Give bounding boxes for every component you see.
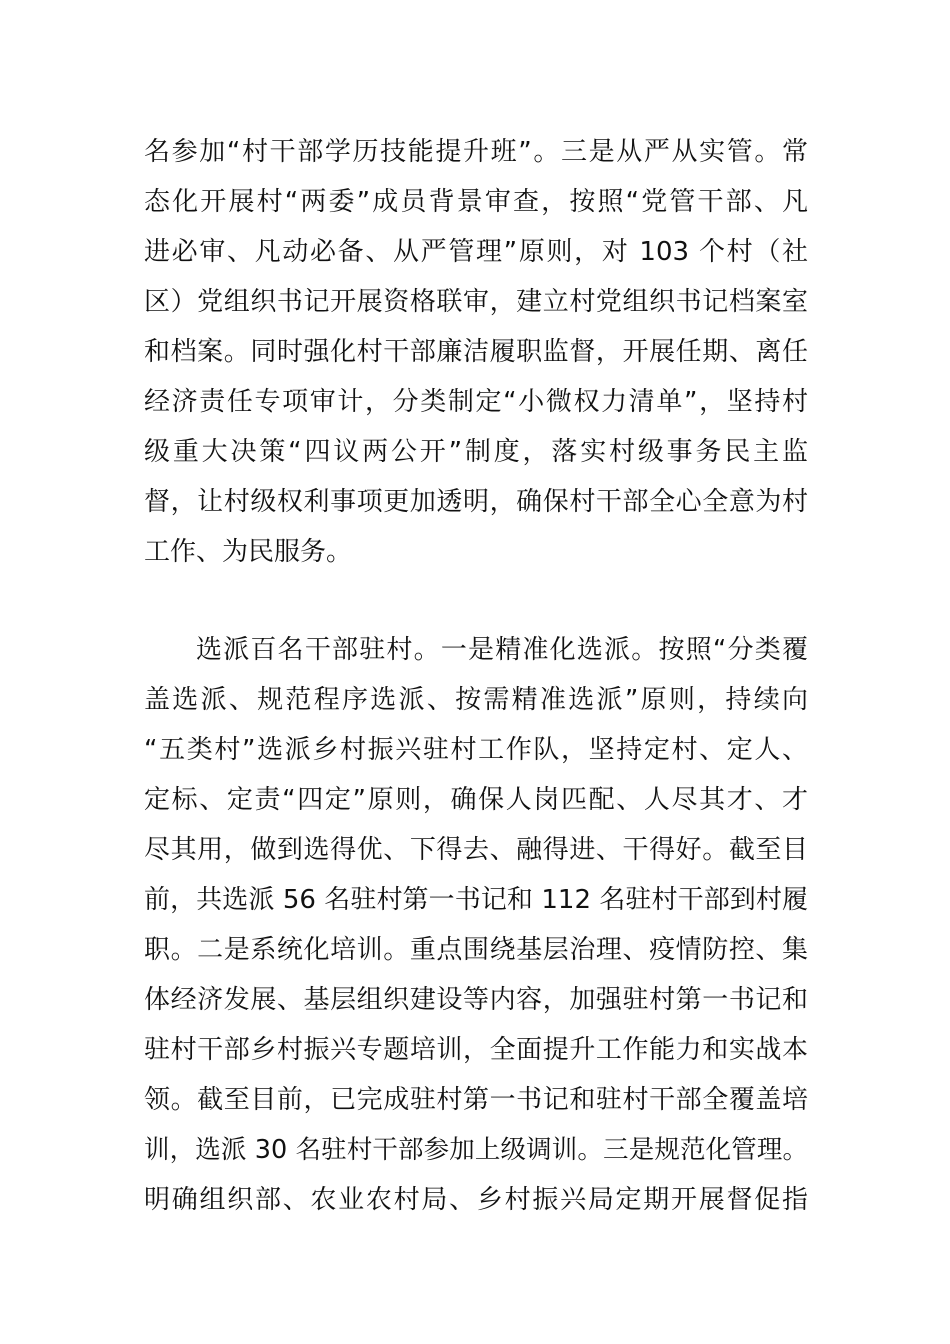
- paragraph-1-line: 区）党组织书记开展资格联审，建立村党组织书记档案室: [144, 287, 808, 317]
- paragraph-2-line: 尽其用，做到选得优、下得去、融得进、干得好。截至目: [144, 835, 808, 865]
- paragraph-2-line: 驻村干部乡村振兴专题培训，全面提升工作能力和实战本: [144, 1035, 808, 1065]
- paragraph-1-line: 督，让村级权利事项更加透明，确保村干部全心全意为村: [144, 487, 808, 517]
- paragraph-1-line: 和档案。同时强化村干部廉洁履职监督，开展任期、离任: [144, 337, 808, 367]
- paragraph-1-line: 态化开展村“两委”成员背景审查，按照“党管干部、凡: [144, 187, 808, 217]
- paragraph-1-line: 经济责任专项审计，分类制定“小微权力清单”，坚持村: [144, 387, 808, 417]
- paragraph-1: [144, 127, 808, 577]
- paragraph-2-line: 体经济发展、基层组织建设等内容，加强驻村第一书记和: [144, 985, 808, 1015]
- paragraph-1-line: 名参加“村干部学历技能提升班”。三是从严从实管。常: [144, 137, 808, 167]
- paragraph-2-line: 盖选派、规范程序选派、按需精准选派”原则，持续向: [144, 685, 808, 715]
- paragraph-2-line: 训，选派 30 名驻村干部参加上级调训。三是规范化管理。: [144, 1135, 808, 1165]
- paragraph-1-line: 进必审、凡动必备、从严管理”原则，对 103 个村（社: [144, 237, 808, 267]
- paragraph-2-line: 前，共选派 56 名驻村第一书记和 112 名驻村干部到村履: [144, 885, 808, 915]
- paragraph-2-line: 职。二是系统化培训。重点围绕基层治理、疫情防控、集: [144, 935, 808, 965]
- paragraph-2-line: 领。截至目前，已完成驻村第一书记和驻村干部全覆盖培: [144, 1085, 808, 1115]
- paragraph-2-line: 定标、定责“四定”原则，确保人岗匹配、人尽其才、才: [144, 785, 808, 815]
- paragraph-2-line: “五类村”选派乡村振兴驻村工作队，坚持定村、定人、: [144, 735, 808, 765]
- paragraph-2-line: 明确组织部、农业农村局、乡村振兴局定期开展督促指: [144, 1185, 808, 1215]
- paragraph-2: [144, 625, 808, 1225]
- paragraph-1-line: 级重大决策“四议两公开”制度，落实村级事务民主监: [144, 437, 808, 467]
- paragraph-1-line: 工作、为民服务。: [144, 537, 353, 567]
- paragraph-2-line: 选派百名干部驻村。一是精准化选派。按照“分类覆: [196, 635, 808, 665]
